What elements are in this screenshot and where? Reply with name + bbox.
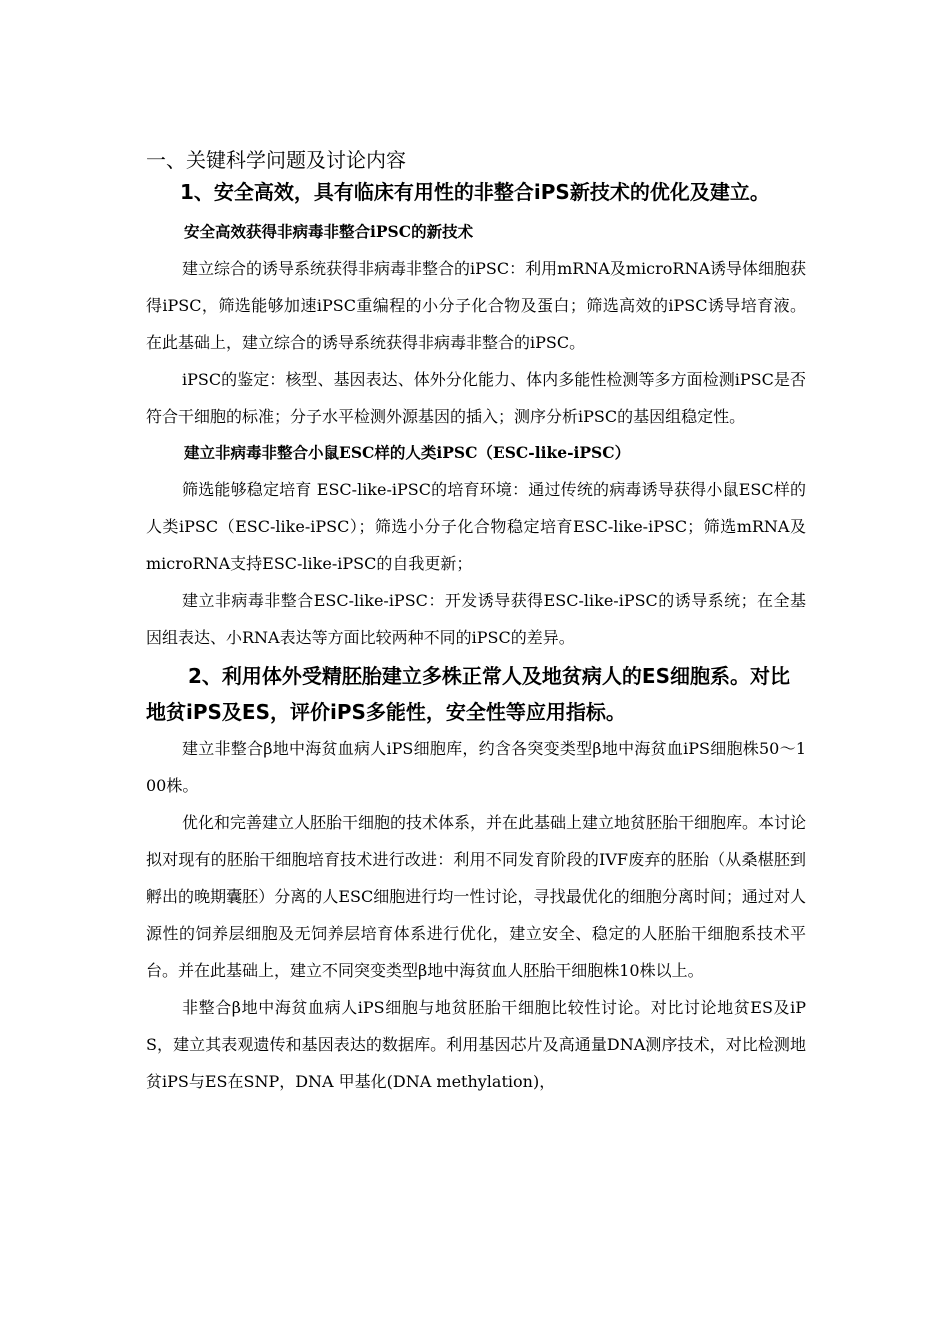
document-body	[146, 146, 806, 1100]
paragraph-1-1-2: iPSC的鉴定：核型、基因表达、体外分化能力、体内多能性检测等多方面检测iPSC是否符合干细胞的标准；分子水平检测外源基因的插入；测序分析iPSC的基因组稳定性。	[146, 370, 806, 426]
paragraph-1-1-1: 建立综合的诱导系统获得非病毒非整合的iPSC：利用mRNA及microRNA诱导体细胞获得iPSC，筛选能够加速iPSC重编程的小分子化合物及蛋白；筛选高效的iPSC诱导培育液。在此基础上，建立综合的诱导系统获得非病毒非整合的iPSC。	[146, 259, 806, 352]
subsection-title-1-1: 安全高效获得非病毒非整合iPSC的新技术	[184, 222, 474, 241]
paragraph-2-2: 优化和完善建立人胚胎干细胞的技术体系，并在此基础上建立地贫胚胎干细胞库。本讨论拟对现有的胚胎干细胞培育技术进行改进：利用不同发育阶段的IVF废弃的胚胎（从桑椹胚到孵出的晚期囊胚）分离的人ESC细胞进行均一性讨论，寻找最优化的细胞分离时间；通过对人源性的饲养层细胞及无饲养层培育体系进行优化，建立安全、稳定的人胚胎干细胞系技术平台。并在此基础上，建立不同突变类型β地中海贫血人胚胎干细胞株10株以上。	[146, 813, 807, 980]
subsection-title-1-2: 建立非病毒非整合小鼠ESC样的人类iPSC（ESC-like-iPSC）	[184, 443, 631, 462]
paragraph-2-1: 建立非整合β地中海贫血病人iPS细胞库，约含各突变类型β地中海贫血iPS细胞株50～100株。	[146, 739, 806, 795]
paragraph-2-3: 非整合β地中海贫血病人iPS细胞与地贫胚胎干细胞比较性讨论。对比讨论地贫ES及iPS，建立其表观遗传和基因表达的数据库。利用基因芯片及高通量DNA测序技术，对比检测地贫iPS与ES在SNP，DNA 甲基化(DNA methylation)，	[146, 998, 806, 1091]
paragraph-1-2-2: 建立非病毒非整合ESC-like-iPSC：开发诱导获得ESC-like-iPSC的诱导系统；在全基因组表达、小RNA表达等方面比较两种不同的iPSC的差异。	[146, 591, 806, 647]
topic-heading-2: 2、利用体外受精胚胎建立多株正常人及地贫病人的ES细胞系。对比地贫iPS及ES，评价iPS多能性，安全性等应用指标。	[146, 664, 790, 724]
topic-heading-1: 1、安全高效，具有临床有用性的非整合iPS新技术的优化及建立。	[180, 180, 770, 204]
section-title: 一、关键科学问题及讨论内容	[146, 148, 406, 172]
paragraph-1-2-1: 筛选能够稳定培育 ESC-like-iPSC的培育环境：通过传统的病毒诱导获得小鼠ESC样的人类iPSC（ESC-like-iPSC）；筛选小分子化合物稳定培育ESC-like-iPSC；筛选mRNA及microRNA支持ESC-like-iPSC的自我更新；	[146, 480, 806, 573]
